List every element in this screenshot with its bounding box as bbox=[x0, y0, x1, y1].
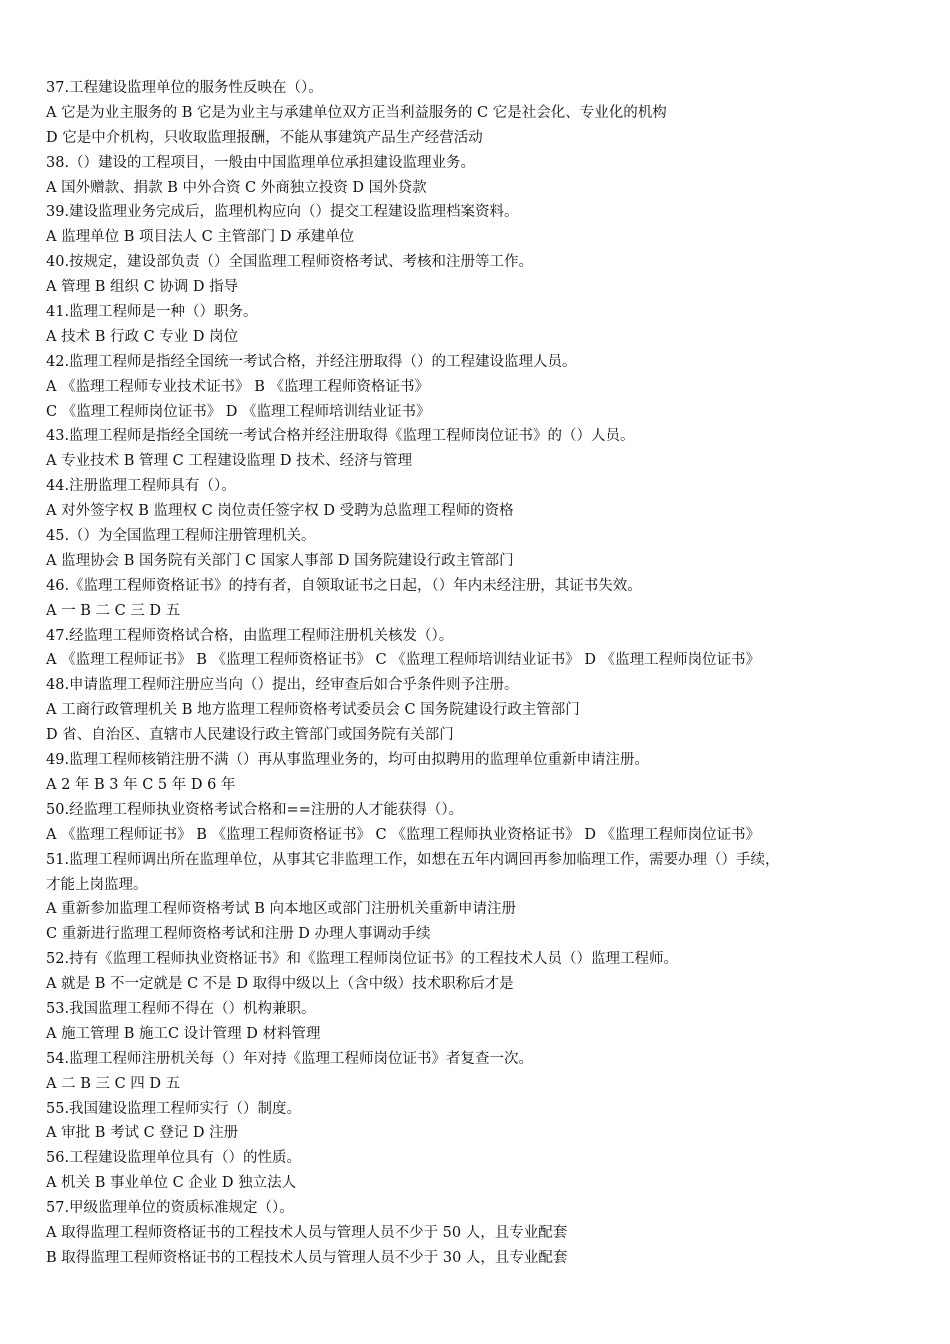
question-55: 55.我国建设监理工程师实行（）制度。 bbox=[46, 1100, 302, 1117]
question-50: 50.经监理工程师执业资格考试合格和==注册的人才能获得（）。 bbox=[46, 801, 464, 818]
options-48-line-1: A 工商行政管理机关 B 地方监理工程师资格考试委员会 C 国务院建设行政主管部门 bbox=[46, 702, 580, 719]
options-49: A 2 年 B 3 年 C 5 年 D 6 年 bbox=[46, 776, 236, 793]
options-42-line-2: C 《监理工程师岗位证书》 D 《监理工程师培训结业证书》 bbox=[46, 403, 431, 420]
options-47: A 《监理工程师证书》 B 《监理工程师资格证书》 C 《监理工程师培训结业证书》 D 《监理工程师岗位证书》 bbox=[46, 652, 761, 669]
options-55: A 审批 B 考试 C 登记 D 注册 bbox=[46, 1125, 239, 1142]
question-54: 54.监理工程师注册机关每（）年对持《监理工程师岗位证书》者复查一次。 bbox=[46, 1050, 534, 1067]
options-45: A 监理协会 B 国务院有关部门 C 国家人事部 D 国务院建设行政主管部门 bbox=[46, 552, 514, 569]
question-51-line-1: 51.监理工程师调出所在监理单位，从事其它非监理工作，如想在五年内调回再参加临理工作，需要办理（）手续， bbox=[46, 851, 780, 868]
document-page bbox=[46, 76, 914, 1271]
question-37: 37.工程建设监理单位的服务性反映在（）。 bbox=[46, 80, 323, 96]
options-44: A 对外签字权 B 监理权 C 岗位责任签字权 D 受聘为总监理工程师的资格 bbox=[46, 503, 514, 520]
question-49: 49.监理工程师核销注册不满（）再从事监理业务的，均可由拟聘用的监理单位重新申请注册。 bbox=[46, 752, 650, 769]
options-41: A 技术 B 行政 C 专业 D 岗位 bbox=[46, 328, 239, 345]
options-57-a: A 取得监理工程师资格证书的工程技术人员与管理人员不少于 50 人，且专业配套 bbox=[46, 1224, 568, 1241]
options-51-line-1: A 重新参加监理工程师资格考试 B 向本地区或部门注册机关重新申请注册 bbox=[46, 901, 516, 918]
options-38: A 国外赠款、捐款 B 中外合资 C 外商独立投资 D 国外贷款 bbox=[46, 179, 427, 196]
question-42: 42.监理工程师是指经全国统一考试合格，并经注册取得（）的工程建设监理人员。 bbox=[46, 353, 577, 370]
question-39: 39.建设监理业务完成后，监理机构应向（）提交工程建设监理档案资料。 bbox=[46, 204, 519, 221]
options-43: A 专业技术 B 管理 C 工程建设监理 D 技术、经济与管理 bbox=[46, 453, 413, 470]
question-40: 40.按规定，建设部负责（）全国监理工程师资格考试、考核和注册等工作。 bbox=[46, 254, 534, 271]
question-53: 53.我国监理工程师不得在（）机构兼职。 bbox=[46, 1000, 316, 1017]
question-38: 38.（）建设的工程项目，一般由中国监理单位承担建设监理业务。 bbox=[46, 154, 476, 171]
question-43: 43.监理工程师是指经全国统一考试合格并经注册取得《监理工程师岗位证书》的（）人员。 bbox=[46, 428, 635, 445]
options-50: A 《监理工程师证书》 B 《监理工程师资格证书》 C 《监理工程师执业资格证书》 D 《监理工程师岗位证书》 bbox=[46, 826, 761, 843]
options-54: A 二 B 三 C 四 D 五 bbox=[46, 1075, 181, 1092]
question-47: 47.经监理工程师资格试合格，由监理工程师注册机关核发（）。 bbox=[46, 627, 454, 644]
options-53: A 施工管理 B 施工C 设计管理 D 材料管理 bbox=[46, 1025, 321, 1042]
question-45: 45.（）为全国监理工程师注册管理机关。 bbox=[46, 528, 316, 545]
options-48-line-2: D 省、自治区、直辖市人民建设行政主管部门或国务院有关部门 bbox=[46, 727, 454, 744]
options-39: A 监理单位 B 项目法人 C 主管部门 D 承建单位 bbox=[46, 229, 355, 246]
question-51-line-2: 才能上岗监理。 bbox=[46, 876, 148, 893]
question-44: 44.注册监理工程师具有（）。 bbox=[46, 478, 236, 495]
question-41: 41.监理工程师是一种（）职务。 bbox=[46, 304, 258, 321]
options-40: A 管理 B 组织 C 协调 D 指导 bbox=[46, 279, 239, 296]
options-52: A 就是 B 不一定就是 C 不是 D 取得中级以上（含中级）技术职称后才是 bbox=[46, 976, 514, 993]
question-46: 46.《监理工程师资格证书》的持有者，自领取证书之日起，（）年内未经注册，其证书失效。 bbox=[46, 577, 642, 594]
options-42-line-1: A 《监理工程师专业技术证书》 B 《监理工程师资格证书》 bbox=[46, 378, 429, 395]
options-51-line-2: C 重新进行监理工程师资格考试和注册 D 办理人事调动手续 bbox=[46, 926, 431, 943]
options-37-line-2: D 它是中介机构，只收取监理报酬，不能从事建筑产品生产经营活动 bbox=[46, 129, 483, 146]
question-48: 48.申请监理工程师注册应当向（）提出，经审查后如合乎条件则予注册。 bbox=[46, 677, 519, 694]
question-52: 52.持有《监理工程师执业资格证书》和《监理工程师岗位证书》的工程技术人员（）监理工程师。 bbox=[46, 951, 679, 968]
options-37-line-1: A 它是为业主服务的 B 它是为业主与承建单位双方正当利益服务的 C 它是社会化、专业化的机构 bbox=[46, 104, 667, 121]
options-46: A 一 B 二 C 三 D 五 bbox=[46, 602, 181, 619]
options-56: A 机关 B 事业单位 C 企业 D 独立法人 bbox=[46, 1175, 297, 1192]
question-57: 57.甲级监理单位的资质标准规定（）。 bbox=[46, 1200, 294, 1217]
question-56: 56.工程建设监理单位具有（）的性质。 bbox=[46, 1150, 302, 1167]
options-57-b: B 取得监理工程师资格证书的工程技术人员与管理人员不少于 30 人，且专业配套 bbox=[46, 1249, 568, 1266]
